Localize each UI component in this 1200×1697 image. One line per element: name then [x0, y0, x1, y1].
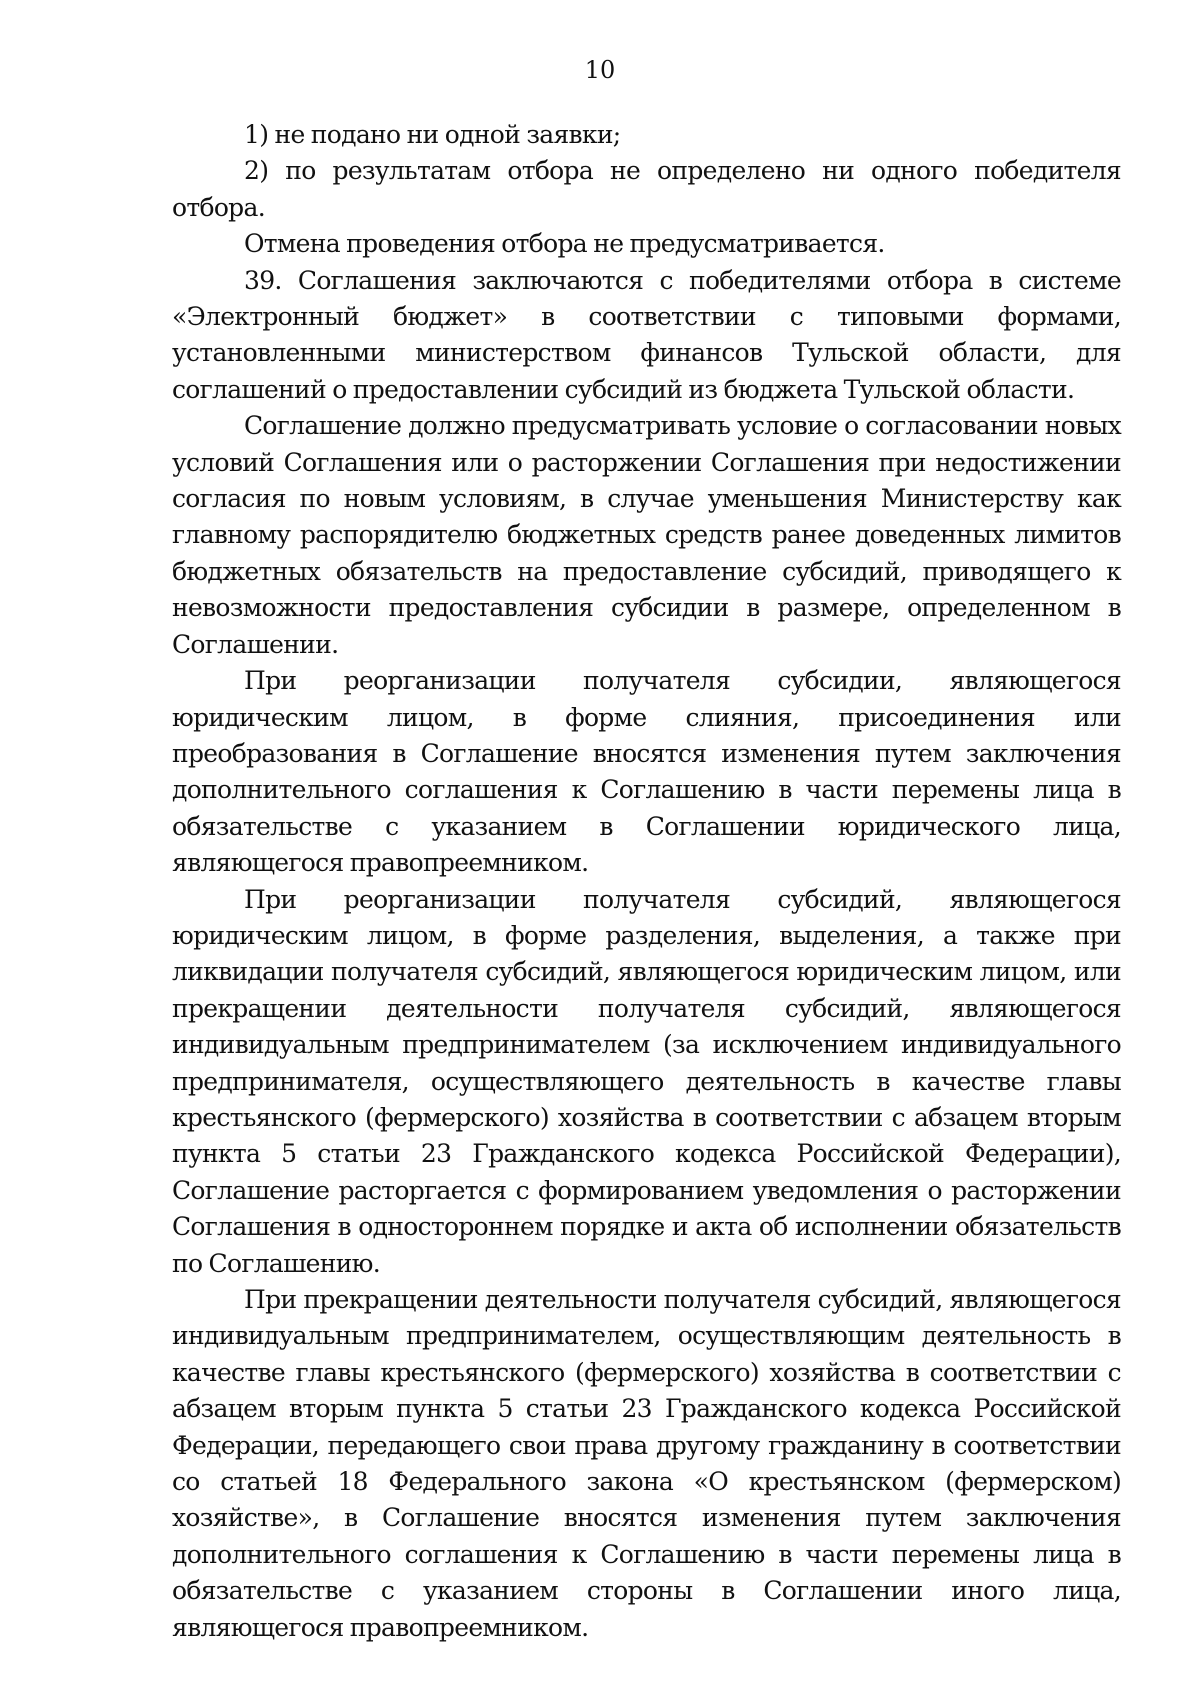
paragraph: 39. Соглашения заключаются с победителями отбора в системе «Электронный бюджет» в соответствии с типовыми формами, установленными министерством финансов Тульской области, для соглашений о предоставлении субсидий из бюджета Тульской области. — [172, 265, 1121, 404]
paragraph: 2) по результатам отбора не определено ни одного победителя отбора. — [172, 156, 1121, 222]
page-number: 10 — [584, 56, 616, 84]
paragraph: 1) не подано ни одной заявки; — [244, 120, 621, 149]
document-body — [172, 117, 1121, 1646]
paragraph: При реорганизации получателя субсидий, являющегося юридическим лицом, в форме разделения, выделения, а также при ликвидации получателя субсидий, являющегося юридическим лицом, или прекращении деятельности получателя субсидий, являющегося индивидуальным предпринимателем (за исключением индивидуального предпринимателя, осуществляющего деятельность в качестве главы крестьянского (фермерского) хозяйства в соответствии с абзацем вторым пункта 5 статьи 23 Гражданского кодекса Российской Федерации), Соглашение расторгается с формированием уведомления о расторжении Соглашения в одностороннем порядке и акта об исполнении обязательств по Соглашению. — [172, 884, 1121, 1278]
paragraph: Соглашение должно предусматривать условие о согласовании новых условий Соглашения или о расторжении Соглашения при недостижении согласия по новым условиям, в случае уменьшения Министерству как главному распорядителю бюджетных средств ранее доведенных лимитов бюджетных обязательств на предоставление субсидий, приводящего к невозможности предоставления субсидии в размере, определенном в Соглашении. — [172, 411, 1121, 659]
paragraph: При прекращении деятельности получателя субсидий, являющегося индивидуальным предпринимателем, осуществляющим деятельность в качестве главы крестьянского (фермерского) хозяйства в соответствии с абзацем вторым пункта 5 статьи 23 Гражданского кодекса Российской Федерации, передающего свои права другому гражданину в соответствии со статьей 18 Федерального закона «О крестьянском (фермерском) хозяйстве», в Соглашение вносятся изменения путем заключения дополнительного соглашения к Соглашению в части перемены лица в обязательстве с указанием стороны в Соглашении иного лица, являющегося правопреемником. — [172, 1285, 1121, 1642]
paragraph: Отмена проведения отбора не предусматривается. — [244, 229, 885, 259]
paragraph: При реорганизации получателя субсидии, являющегося юридическим лицом, в форме слияния, присоединения или преобразования в Соглашение вносятся изменения путем заключения дополнительного соглашения к Соглашению в части перемены лица в обязательстве с указанием в Соглашении юридического лица, являющегося правопреемником. — [172, 666, 1121, 878]
